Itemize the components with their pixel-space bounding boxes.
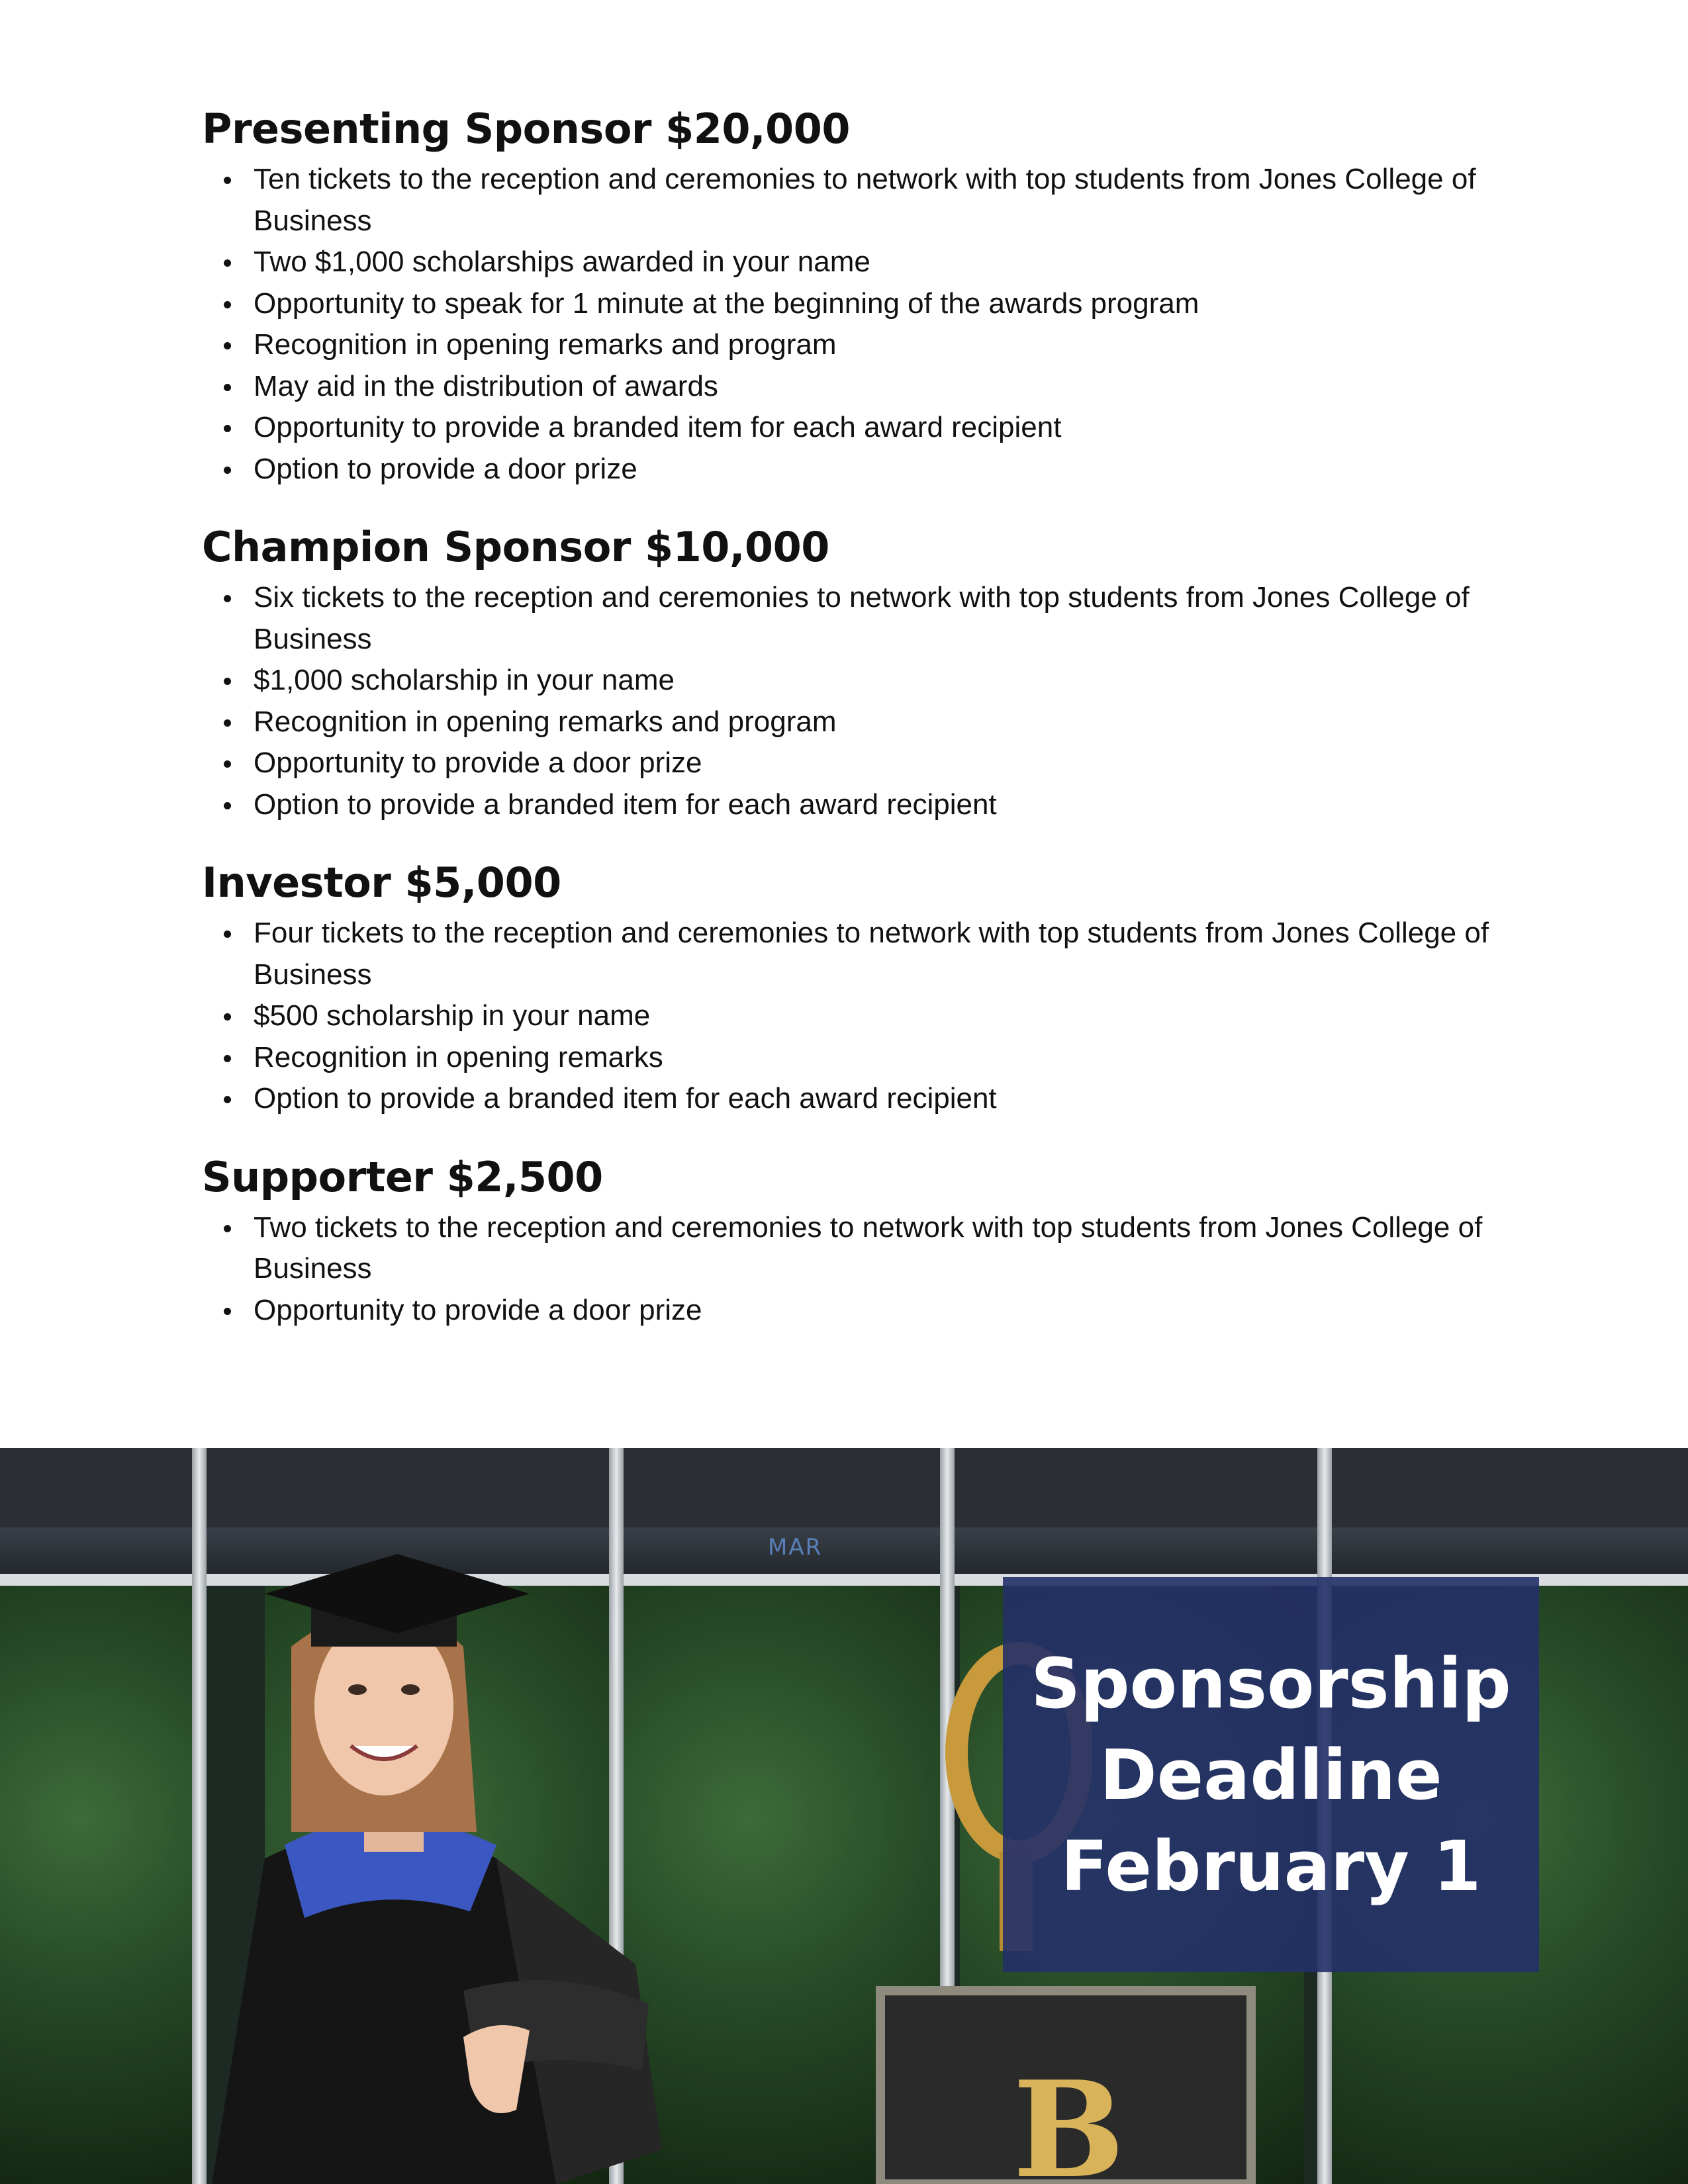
- benefit-list: [202, 913, 1539, 1120]
- benefit-item: Opportunity to speak for 1 minute at the beginning of the awards program: [254, 283, 1539, 325]
- benefit-item: Six tickets to the reception and ceremonies to network with top students from Jones College of Business: [254, 577, 1539, 660]
- deadline-line: Deadline: [1100, 1734, 1442, 1815]
- benefit-item: Ten tickets to the reception and ceremonies to network with top students from Jones College of Business: [254, 159, 1539, 242]
- benefit-item: Opportunity to provide a door prize: [254, 1290, 1539, 1332]
- deadline-date: February 1: [1060, 1825, 1481, 1907]
- tier-supporter: [202, 1148, 1539, 1332]
- tier-champion: [202, 518, 1539, 825]
- benefit-item: Recognition in opening remarks and program: [254, 324, 1539, 366]
- monument-letter: B: [1013, 2052, 1125, 2184]
- benefit-list: [202, 1207, 1539, 1332]
- tier-title: Champion Sponsor $10,000: [202, 523, 829, 571]
- benefit-list: [202, 159, 1539, 490]
- tier-presenting: [202, 99, 1539, 490]
- benefit-item: Option to provide a door prize: [254, 449, 1539, 490]
- benefit-item: Recognition in opening remarks and program: [254, 702, 1539, 743]
- deadline-line: Sponsorship: [1031, 1643, 1511, 1724]
- benefit-item: Option to provide a branded item for each award recipient: [254, 1078, 1539, 1120]
- tier-title: Investor $5,000: [202, 858, 561, 907]
- benefit-item: May aid in the distribution of awards: [254, 366, 1539, 408]
- benefit-item: Recognition in opening remarks: [254, 1037, 1539, 1079]
- deadline-callout: [1003, 1577, 1539, 1972]
- benefit-item: Four tickets to the reception and ceremonies to network with top students from Jones College of Business: [254, 913, 1539, 995]
- benefit-item: Opportunity to provide a door prize: [254, 743, 1539, 784]
- sponsorship-tiers: [202, 99, 1539, 1359]
- glass-pane: [0, 1574, 199, 2184]
- letter-monument: [814, 1964, 1278, 2184]
- benefit-item: Two tickets to the reception and ceremonies to network with top students from Jones College of Business: [254, 1207, 1539, 1290]
- building-sign: MAR: [768, 1534, 823, 1561]
- benefit-list: [202, 577, 1539, 825]
- tier-title: Presenting Sponsor $20,000: [202, 105, 850, 153]
- benefit-item: Option to provide a branded item for each award recipient: [254, 784, 1539, 826]
- benefit-item: $1,000 scholarship in your name: [254, 660, 1539, 702]
- benefit-item: Two $1,000 scholarships awarded in your name: [254, 242, 1539, 283]
- tier-title: Supporter $2,500: [202, 1152, 603, 1201]
- benefit-item: Opportunity to provide a branded item for each award recipient: [254, 407, 1539, 449]
- deadline-text: [1019, 1638, 1523, 1912]
- benefit-item: $500 scholarship in your name: [254, 995, 1539, 1037]
- tier-investor: [202, 853, 1539, 1120]
